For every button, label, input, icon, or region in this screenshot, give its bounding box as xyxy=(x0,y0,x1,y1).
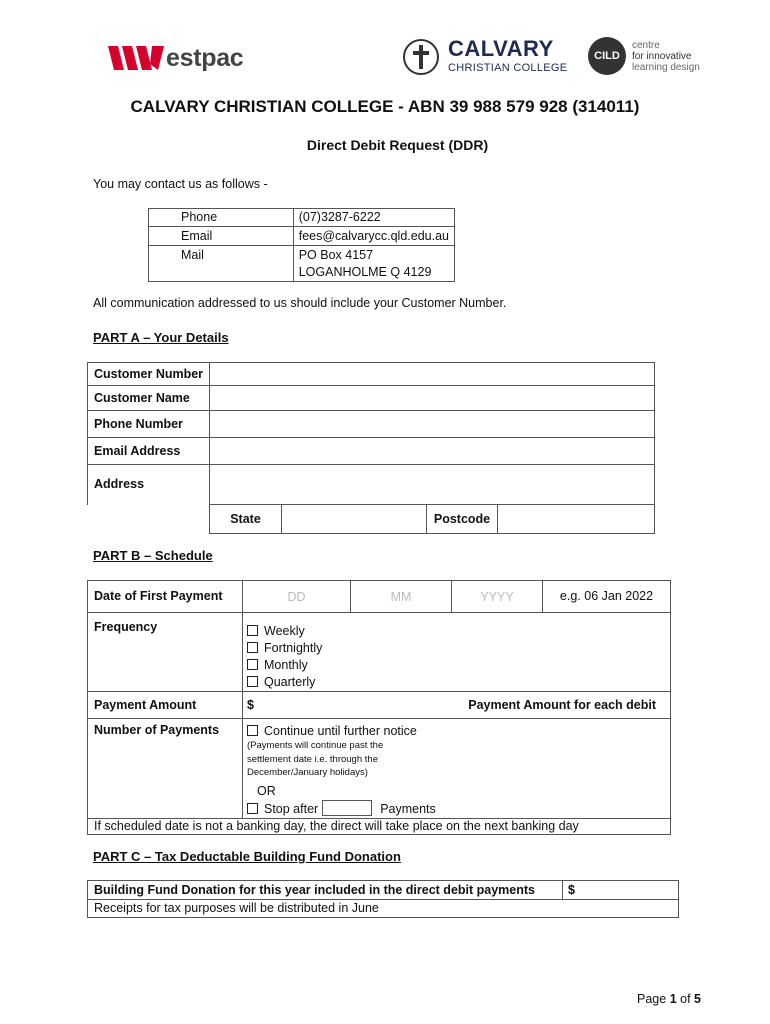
page-total: 5 xyxy=(694,992,701,1006)
page-number xyxy=(637,992,701,1006)
westpac-wordmark: estpac xyxy=(166,44,244,72)
postcode-input[interactable] xyxy=(498,505,655,534)
westpac-logo xyxy=(108,44,243,74)
frequency-options xyxy=(243,613,671,692)
label-postcode: Postcode xyxy=(427,505,498,534)
contact-value-phone: (07)3287-6222 xyxy=(293,209,454,227)
donation-table xyxy=(87,880,679,918)
checkbox-monthly[interactable] xyxy=(247,659,258,670)
contact-intro: You may contact us as follows - xyxy=(93,177,268,191)
part-b-heading: PART B – Schedule xyxy=(93,548,213,563)
customer-name-input[interactable] xyxy=(210,386,655,411)
calvary-name: CALVARY xyxy=(448,36,554,61)
checkbox-weekly[interactable] xyxy=(247,625,258,636)
label-state: State xyxy=(210,505,282,534)
calvary-logo xyxy=(402,38,577,78)
label-building-fund: Building Fund Donation for this year included in the direct debit payments xyxy=(88,881,563,900)
part-a-heading: PART A – Your Details xyxy=(93,330,229,345)
customer-number-input[interactable] xyxy=(210,363,655,386)
contact-table xyxy=(148,208,455,282)
address-spacer xyxy=(88,505,210,534)
contact-value-mail-2: LOGANHOLME Q 4129 xyxy=(293,264,454,282)
option-continue-label: Continue until further notice xyxy=(264,724,417,738)
option-continue[interactable] xyxy=(247,723,665,739)
frequency-fortnightly[interactable] xyxy=(247,640,665,657)
continue-note-2: settlement date i.e. through the xyxy=(247,753,378,765)
cild-text-2: for innovative xyxy=(632,51,692,62)
westpac-w-mark-icon xyxy=(108,44,166,72)
page-of-label: of xyxy=(680,992,691,1006)
checkbox-continue[interactable] xyxy=(247,725,258,736)
payment-amount-note: Payment Amount for each debit xyxy=(468,698,656,712)
cild-badge: CILD xyxy=(588,37,626,75)
first-payment-day-input[interactable]: DD xyxy=(243,581,351,613)
currency-symbol: $ xyxy=(247,698,254,712)
label-frequency: Frequency xyxy=(88,613,243,692)
cild-logo xyxy=(588,37,718,77)
contact-note: All communication addressed to us should include your Customer Number. xyxy=(93,296,507,310)
contact-label-phone: Phone xyxy=(149,209,294,227)
label-customer-number: Customer Number xyxy=(88,363,210,386)
continue-note-1: (Payments will continue past the xyxy=(247,740,384,751)
checkbox-fortnightly[interactable] xyxy=(247,642,258,653)
phone-number-input[interactable] xyxy=(210,411,655,438)
schedule-table xyxy=(87,580,671,835)
frequency-weekly-label: Weekly xyxy=(264,624,305,638)
stop-after-payments-label: Payments xyxy=(380,801,436,816)
option-stop-after-label: Stop after xyxy=(264,801,319,816)
number-of-payments-options xyxy=(243,719,671,819)
page-subtitle: Direct Debit Request (DDR) xyxy=(306,137,489,153)
option-stop-after[interactable] xyxy=(247,800,665,818)
calvary-crest-icon xyxy=(402,38,440,76)
cild-text-1: centre xyxy=(632,40,660,51)
contact-label-email: Email xyxy=(149,227,294,246)
stop-after-count-input[interactable] xyxy=(322,800,372,816)
label-payment-amount: Payment Amount xyxy=(88,692,243,719)
contact-label-empty xyxy=(149,264,294,282)
checkbox-stop-after[interactable] xyxy=(247,803,258,814)
details-table xyxy=(87,362,655,534)
contact-value-email: fees@calvarycc.qld.edu.au xyxy=(293,227,454,246)
page-current: 1 xyxy=(669,992,677,1006)
label-phone-number: Phone Number xyxy=(88,411,210,438)
first-payment-month-input[interactable]: MM xyxy=(351,581,452,613)
receipts-note: Receipts for tax purposes will be distributed in June xyxy=(88,900,679,918)
page-title: CALVARY CHRISTIAN COLLEGE - ABN 39 988 579 928 (314011) xyxy=(130,97,640,116)
frequency-weekly[interactable] xyxy=(247,623,665,640)
address-input[interactable] xyxy=(210,465,655,505)
payment-amount-input[interactable] xyxy=(243,692,671,719)
calvary-subname: CHRISTIAN COLLEGE xyxy=(448,62,568,74)
frequency-monthly-label: Monthly xyxy=(264,658,308,672)
continue-note-3: December/January holidays) xyxy=(247,767,368,778)
checkbox-quarterly[interactable] xyxy=(247,676,258,687)
label-first-payment: Date of First Payment xyxy=(88,581,243,613)
part-c-heading: PART C – Tax Deductable Building Fund Donation xyxy=(93,849,401,864)
or-separator: OR xyxy=(257,783,276,798)
state-input[interactable] xyxy=(282,505,427,534)
label-email-address: Email Address xyxy=(88,438,210,465)
label-address: Address xyxy=(88,465,210,505)
label-number-of-payments: Number of Payments xyxy=(88,719,243,819)
frequency-fortnightly-label: Fortnightly xyxy=(264,641,323,655)
cild-text-3: learning design xyxy=(632,62,700,73)
label-customer-name: Customer Name xyxy=(88,386,210,411)
date-example: e.g. 06 Jan 2022 xyxy=(543,581,671,613)
contact-value-mail-1: PO Box 4157 xyxy=(293,246,454,265)
frequency-quarterly[interactable] xyxy=(247,674,665,691)
first-payment-year-input[interactable]: YYYY xyxy=(452,581,543,613)
building-fund-amount-input[interactable]: $ xyxy=(563,881,679,900)
email-address-input[interactable] xyxy=(210,438,655,465)
banking-day-note: If scheduled date is not a banking day, the direct will take place on the next banking day xyxy=(88,819,671,835)
frequency-quarterly-label: Quarterly xyxy=(264,675,316,689)
contact-label-mail: Mail xyxy=(149,246,294,265)
frequency-monthly[interactable] xyxy=(247,657,665,674)
page-label: Page xyxy=(637,992,667,1006)
